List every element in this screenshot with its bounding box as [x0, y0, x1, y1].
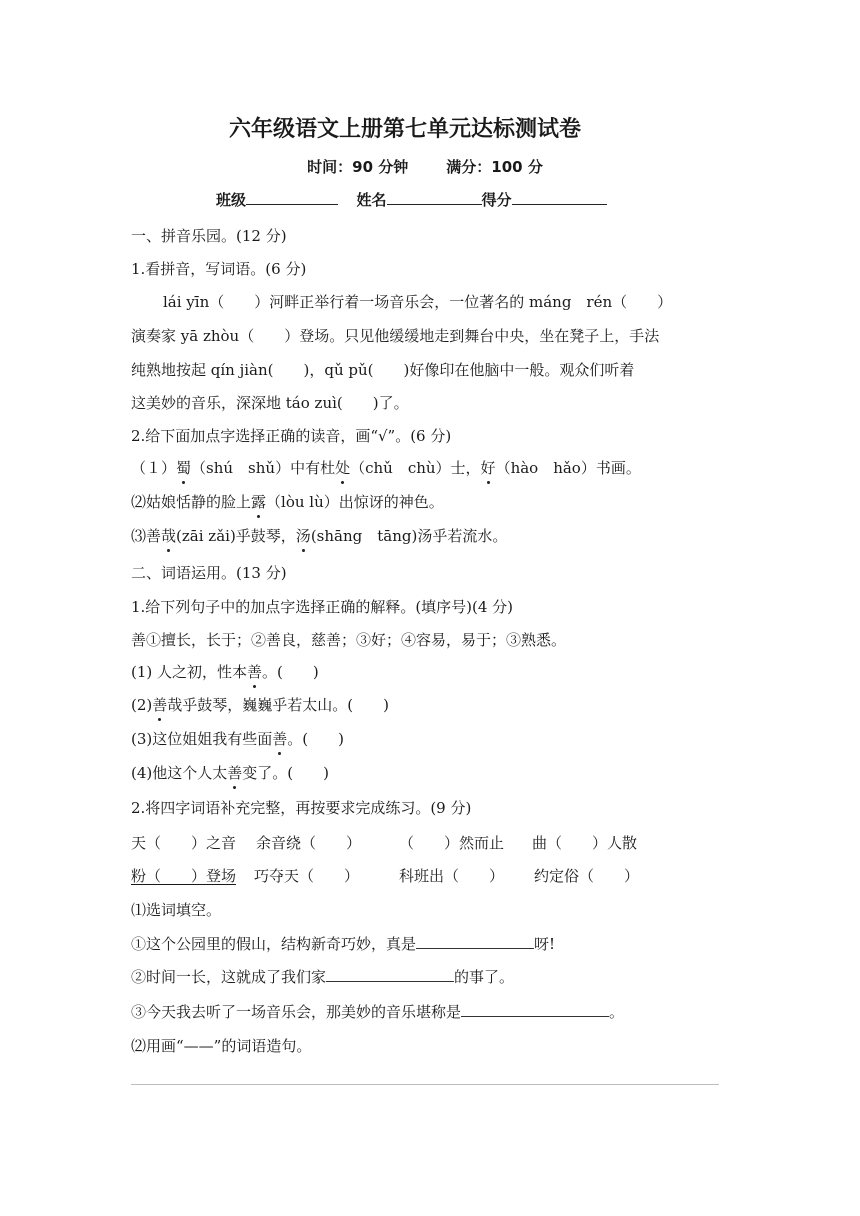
score-label: 得分 [481, 191, 512, 209]
question-2-1: 1.给下列句子中的加点字选择正确的解释。(填序号)(4 分) [131, 598, 514, 616]
pron-item-3: ⑶善哉(zāi zǎi)乎鼓琴，汤(shāng tāng)汤乎若流水。 [131, 527, 508, 545]
idiom-row-2: 粉（ ）登场 巧夺天（ ） 科班出（ ） 约定俗（ ） [131, 867, 640, 885]
score-info: 满分：100 分 [446, 158, 543, 176]
fill-item-1: ①这个公园里的假山，结构新奇巧妙，真是 呀! [131, 935, 556, 953]
question-2-2: 2.将四字词语补充完整，再按要求完成练习。(9 分) [131, 799, 472, 817]
meaning-item-2: (2)善哉乎鼓琴，巍巍乎若太山。( ) [131, 696, 389, 714]
definitions-line: 善①擅长，长于；②善良，慈善；③好；④容易，易于；③熟悉。 [131, 631, 567, 649]
passage-line-3: 纯熟地按起 qín jiàn( )，qǔ pǔ( )好像印在他脑中一般。观众们听着 [131, 361, 635, 379]
section-1-heading: 一、拼音乐园。(12 分) [131, 227, 287, 245]
fill-item-3: ③今天我去听了一场音乐会，那美妙的音乐堪称是 。 [131, 1003, 625, 1021]
name-label: 姓名 [356, 191, 387, 209]
meaning-item-4: (4)他这个人太善变了。( ) [131, 764, 329, 782]
exam-meta [0, 156, 850, 177]
fill-blank-3[interactable] [461, 1002, 609, 1017]
fill-blank-2[interactable] [326, 967, 454, 982]
meaning-item-3: (3)这位姐姐我有些面善。( ) [131, 730, 344, 748]
student-info-line [216, 189, 607, 210]
class-label: 班级 [216, 191, 247, 209]
subtask-1: ⑴选词填空。 [131, 901, 222, 919]
idiom-row-1: 天（ ）之音 余音绕（ ） （ ）然而止 曲（ ）人散 [131, 834, 638, 852]
name-blank[interactable] [387, 190, 482, 205]
page-title: 六年级语文上册第七单元达标测试卷 [228, 117, 581, 142]
passage-line-1: lái yīn（ ）河畔正举行着一场音乐会，一位著名的 máng rén（ ） [163, 293, 673, 311]
class-blank[interactable] [246, 190, 338, 205]
pron-item-1: （１）蜀（shú shǔ）中有杜处（chǔ chù）士，好（hào hǎo）书画。 [131, 459, 641, 477]
pron-item-2: ⑵姑娘恬静的脸上露（lòu lù）出惊讶的神色。 [131, 493, 444, 511]
fill-blank-1[interactable] [416, 934, 534, 949]
meaning-item-1: (1) 人之初，性本善。( ) [131, 663, 319, 681]
question-1-1: 1.看拼音，写词语。(6 分) [131, 260, 307, 278]
time-info: 时间：90 分钟 [307, 158, 409, 176]
answer-line[interactable] [131, 1084, 719, 1085]
score-blank[interactable] [512, 190, 607, 205]
subtask-2: ⑵用画“——”的词语造句。 [131, 1037, 312, 1055]
question-1-2: 2.给下面加点字选择正确的读音，画“√”。(6 分) [131, 427, 452, 445]
fill-item-2: ②时间一长，这就成了我们家 的事了。 [131, 968, 515, 986]
section-2-heading: 二、词语运用。(13 分) [131, 564, 287, 582]
passage-line-4: 这美妙的音乐，深深地 táo zuì( )了。 [131, 394, 409, 412]
passage-line-2: 演奏家 yā zhòu（ ）登场。只见他缓缓地走到舞台中央，坐在凳子上，手法 [131, 327, 660, 345]
